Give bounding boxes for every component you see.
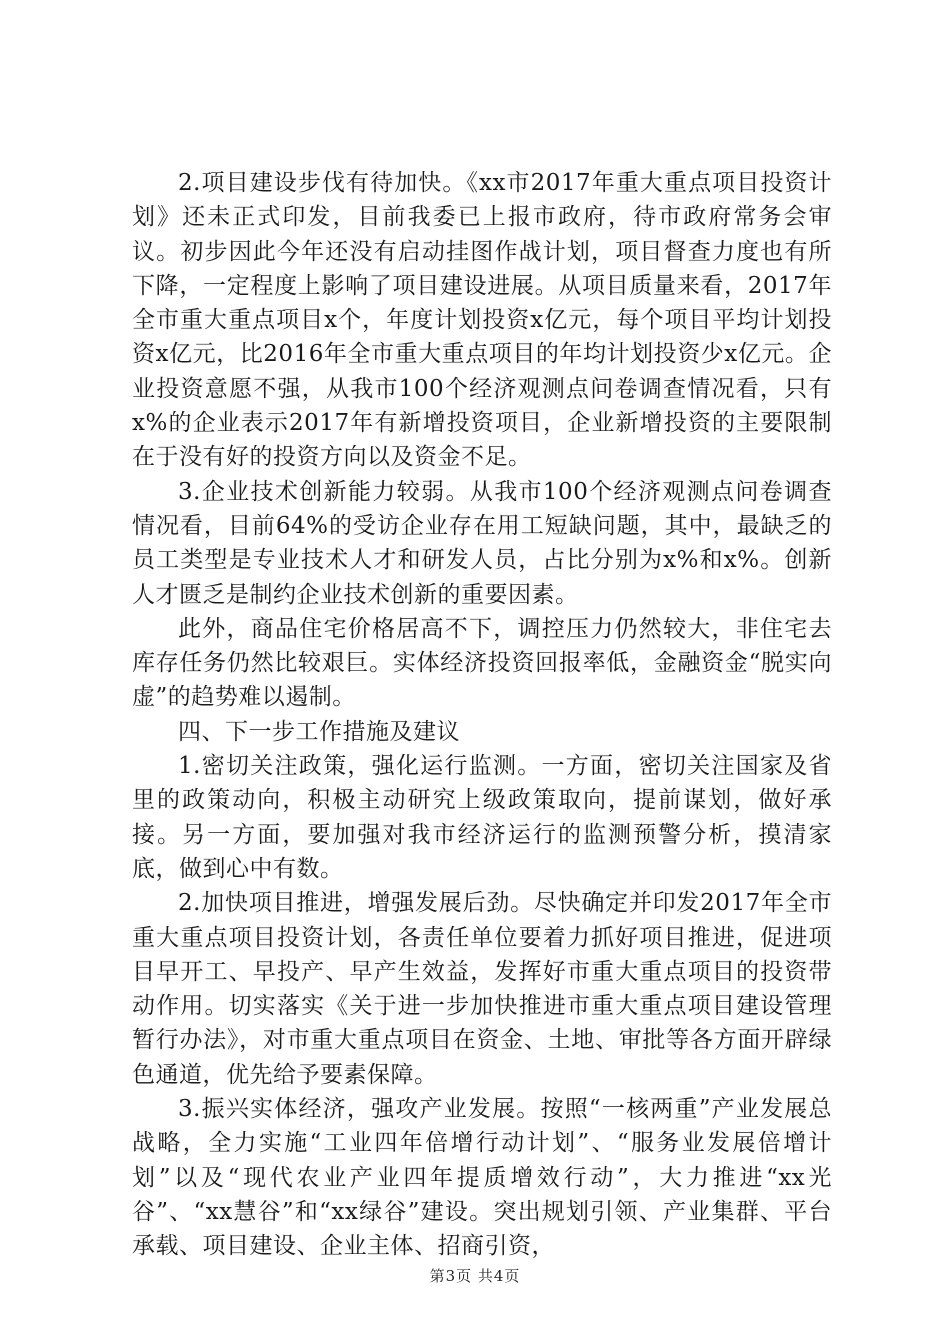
paragraph-housing-finance: 此外，商品住宅价格居高不下，调控压力仍然较大，非住宅去库存任务仍然比较艰巨。实体经济投资回报率低，金融资金“脱实向虚”的趋势难以遏制。 — [132, 615, 832, 711]
paragraph-project-construction: 2.项目建设步伐有待加快。《xx市2017年重大重点项目投资计划》还未正式印发，目前我委已上报市政府，待市政府常务会审议。初步因此今年还没有启动挂图作战计划，项目督查力度也有所下降，一定程度上影响了项目建设进展。从项目质量来看，2017年全市重大重点项目x个，年度计划投资x亿元，每个项目平均计划投资x亿元，比2016年全市重大重点项目的年均计划投资少x亿元。企业投资意愿不强，从我市100个经济观测点问卷调查情况看，只有x%的企业表示2017年有新增投资项目，企业新增投资的主要限制在于没有好的投资方向以及资金不足。 — [132, 170, 832, 471]
page-number-footer: 第3页 共4页 — [429, 1267, 521, 1285]
paragraph-tech-innovation: 3.企业技术创新能力较弱。从我市100个经济观测点问卷调查情况看，目前64%的受访企业存在用工短缺问题，其中，最缺乏的员工类型是专业技术人才和研发人员，占比分别为x%和x%。创新人才匮乏是制约企业技术创新的重要因素。 — [132, 478, 832, 608]
section-heading-next-steps: 四、下一步工作措施及建议 — [178, 718, 460, 745]
paragraph-policy-monitoring: 1.密切关注政策，强化运行监测。一方面，密切关注国家及省里的政策动向，积极主动研究上级政策取向，提前谋划，做好承接。另一方面，要加强对我市经济运行的监测预警分析，摸清家底，做到心中有数。 — [132, 753, 832, 882]
paragraph-real-economy: 3.振兴实体经济，强攻产业发展。按照“一核两重”产业发展总战略，全力实施“工业四年倍增行动计划”、“服务业发展倍增计划”以及“现代农业产业四年提质增效行动”，大力推进“xx光谷”、“xx慧谷”和“xx绿谷”建设。突出规划引领、产业集群、平台承载、项目建设、企业主体、招商引资， — [132, 1096, 832, 1260]
document-body — [132, 166, 832, 1264]
paragraph-project-promotion: 2.加快项目推进，增强发展后劲。尽快确定并印发2017年全市重大重点项目投资计划，各责任单位要着力抓好项目推进，促进项目早开工、早投产、早产生效益，发挥好市重大重点项目的投资带动作用。切实落实《关于进一步加快推进市重大重点项目建设管理暂行办法》，对市重大重点项目在资金、土地、审批等各方面开辟绿色通道，优先给予要素保障。 — [132, 890, 832, 1088]
